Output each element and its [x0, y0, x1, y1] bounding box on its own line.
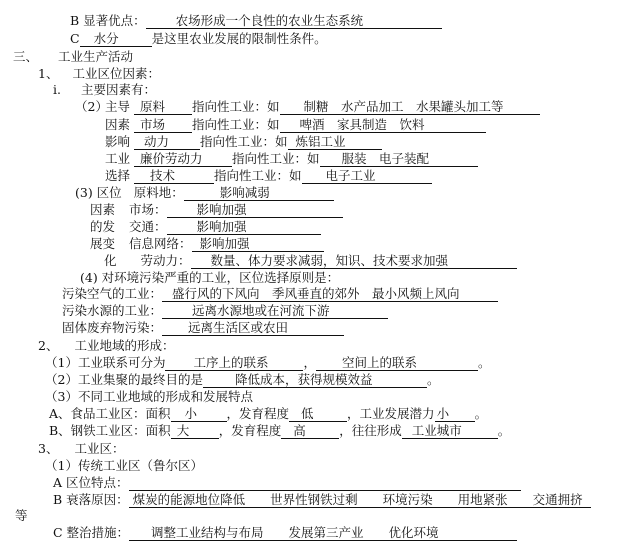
- ta-blank: [129, 475, 521, 491]
- tc-line: C 整治措施： 调整工业结构与布局 发展第三产业 优化环境: [53, 525, 517, 541]
- ta-line: A 区位特点：: [53, 475, 521, 491]
- s3-row: 展变 信息网络： 影响加强: [90, 236, 324, 252]
- qb-line: B、钢铁工业区：面积 大 ，发育程度 高 ，往往形成 工业城市 。: [49, 423, 511, 438]
- q2-line: （2）工业集聚的最终目的是 降低成本，获得规模效益 。: [45, 372, 440, 387]
- qa-line: A、食品工业区：面积 小 ，发育程度 低 ，工业发展潜力 小 。: [49, 406, 488, 421]
- s3-row: 因素 市场： 影响加强: [90, 202, 343, 218]
- s2-row: 因素 市场 指向性工业：如 啤酒 家具制造 饮料: [105, 117, 486, 133]
- b-advantage-value: 农场形成一个良性的农业生态系统: [146, 13, 442, 29]
- tb-tail: 等: [15, 508, 28, 523]
- s2-row: 主导 原料 指向性工业：如 制糖 水产品加工 水果罐头加工等: [105, 99, 540, 115]
- sub-2-heading: 2、 工业地域的形成：: [38, 338, 175, 353]
- c-limit-value: 水分: [80, 31, 152, 47]
- s2-row: 选择 技术 指向性工业：如 电子工业: [105, 168, 432, 184]
- q3-line: （3）不同工业地域的形成和发展特点: [45, 389, 253, 404]
- s2-row: 影响 动力 指向性工业：如 炼铝工业: [105, 134, 382, 150]
- sub-3-heading: 3、 工业区：: [38, 441, 125, 456]
- b-advantage-line: B 显著优点： 农场形成一个良性的农业生态系统: [70, 13, 442, 29]
- tb-line: B 衰落原因： 煤炭的能源地位降低 世界性钢铁过剩 环境污染 用地紧张 交通拥挤: [53, 492, 591, 508]
- t1-line: （1）传统工业区（鲁尔区）: [45, 458, 203, 473]
- s3-row: 的发 交通： 影响加强: [90, 219, 321, 235]
- s4-heading: (4) 对环境污染严重的工业，区位选择原则是：: [80, 270, 340, 285]
- sub-1-heading: 1、 工业区位因素：: [38, 66, 160, 81]
- s3-row: 化 劳动力： 数量、体力要求减弱，知识、技术要求加强: [104, 253, 517, 269]
- s3-row: (3) 区位 原料地： 影响减弱: [75, 185, 334, 201]
- q1-line: （1）工业联系可分为 工序上的联系 ， 空间上的联系 。: [45, 355, 491, 370]
- pollution-air: 污染空气的工业： 盛行风的下风向 季风垂直的郊外 最小风频上风向: [62, 286, 498, 302]
- pollution-solid: 固体废弃物污染： 远离生活区或农田: [62, 320, 344, 336]
- pollution-water: 污染水源的工业： 远离水源地或在河流下游: [62, 303, 388, 319]
- section-3-heading: 三、 工业生产活动: [13, 49, 134, 64]
- c-limit-line: C 水分 是这里农业发展的限制性条件。: [70, 31, 327, 46]
- s2-row: 工业 廉价劳动力 指向性工业：如 服装 电子装配: [105, 151, 478, 167]
- s2-number: （2）: [75, 99, 108, 114]
- sub-i-heading: i. 主要因素有：: [53, 82, 156, 97]
